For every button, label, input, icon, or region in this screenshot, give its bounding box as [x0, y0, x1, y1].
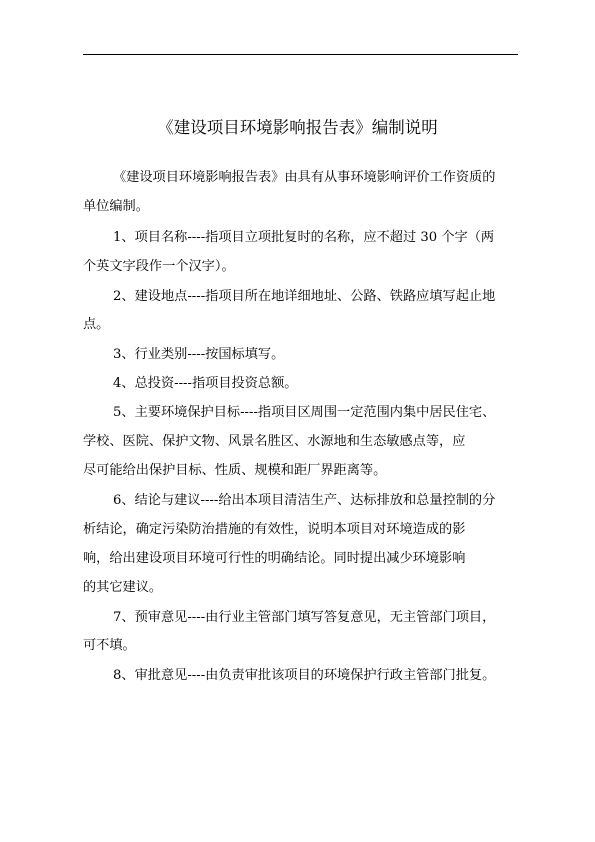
- item-1-line-1: 1、项目名称----指项目立项批复时的名称，应不超过 30 个字（两: [113, 230, 495, 245]
- item-7-line-2: 可不填。: [83, 638, 136, 653]
- item-7-line-1: 7、预审意见----由行业主管部门填写答复意见，无主管部门项目，: [113, 610, 496, 625]
- item-6-line-2: 析结论，确定污染防治措施的有效性，说明本项目对环境造成的影: [83, 522, 466, 537]
- paragraph-intro-line-1: 《建设项目环境影响报告表》由具有从事环境影响评价工作资质的: [113, 170, 496, 185]
- header-rule: [83, 54, 518, 55]
- paragraph-intro-line-2: 单位编制。: [83, 199, 149, 214]
- item-6-line-1: 6、结论与建议----给出本项目清洁生产、达标排放和总量控制的分: [113, 493, 496, 508]
- item-5-line-3: 尽可能给出保护目标、性质、规模和距厂界距离等。: [83, 463, 387, 478]
- item-6-line-4: 的其它建议。: [83, 580, 163, 595]
- item-2-line-2: 点。: [83, 317, 110, 332]
- item-2-line-1: 2、建设地点----指项目所在地详细地址、公路、铁路应填写起止地: [113, 289, 496, 304]
- item-3: 3、行业类别----按国标填写。: [113, 347, 285, 362]
- item-8: 8、审批意见----由负责审批该项目的环境保护行政主管部门批复。: [113, 668, 496, 683]
- page-title: 《建设项目环境影响报告表》编制说明: [157, 118, 438, 137]
- item-5-line-2: 学校、医院、保护文物、风景名胜区、水源地和生态敏感点等，应: [83, 434, 466, 449]
- item-6-line-3: 响，给出建设项目环境可行性的明确结论。同时提出减少环境影响: [83, 551, 466, 566]
- item-4: 4、总投资----指项目投资总额。: [113, 376, 298, 391]
- item-5-line-1: 5、主要环境保护目标----指项目区周围一定范围内集中居民住宅、: [113, 405, 496, 420]
- item-1-line-2: 个英文字段作一个汉字）。: [83, 259, 235, 274]
